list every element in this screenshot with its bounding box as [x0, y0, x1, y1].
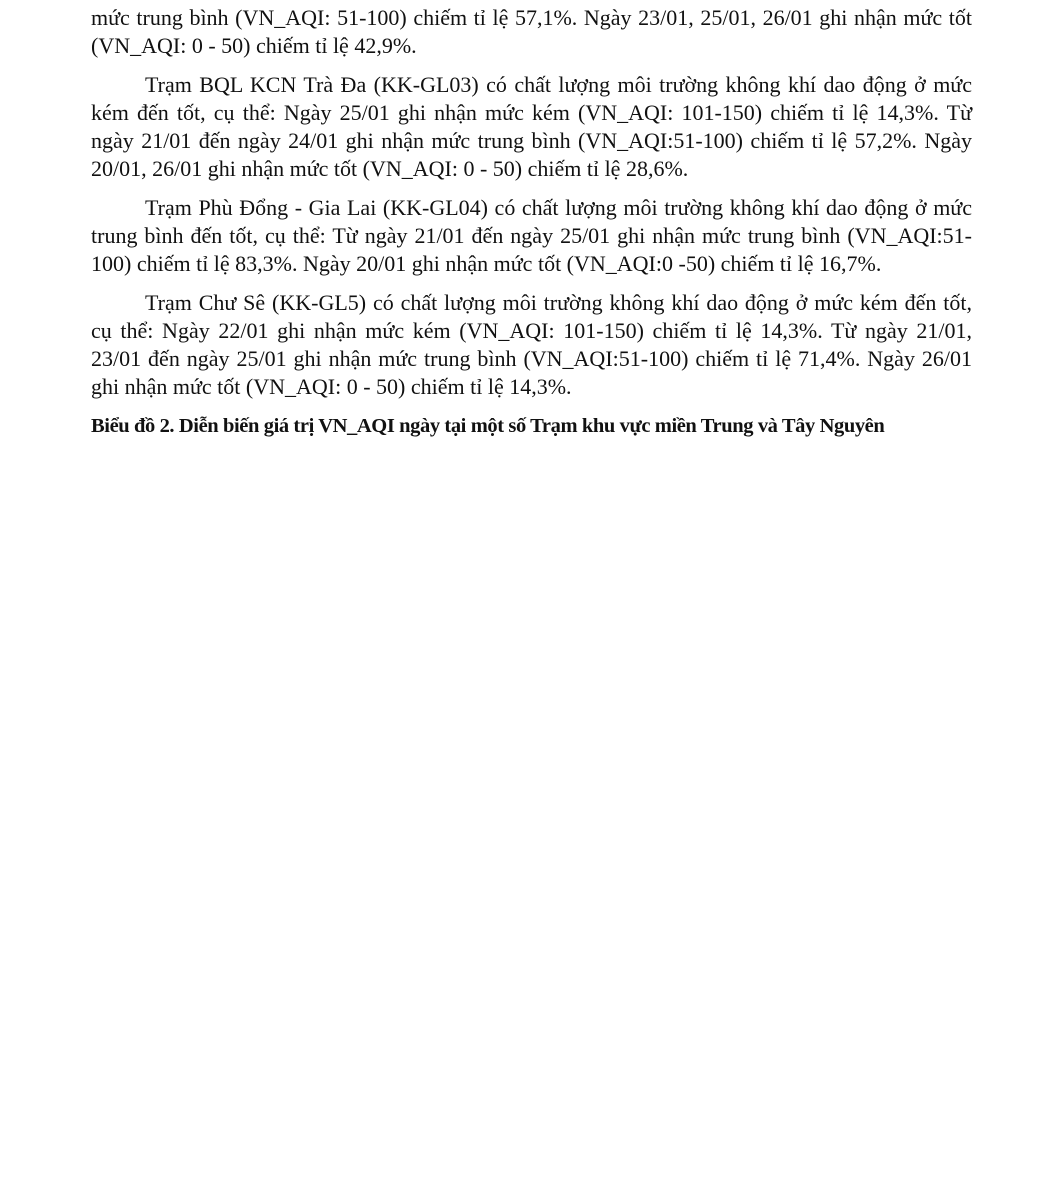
figure-caption: Biểu đồ 2. Diễn biến giá trị VN_AQI ngày tại một số Trạm khu vực miền Trung và Tây Nguyên: [91, 415, 885, 437]
paragraph-continuation: mức trung bình (VN_AQI: 51-100) chiếm tỉ lệ 57,1%. Ngày 23/01, 25/01, 26/01 ghi nhận mức tốt (VN_AQI: 0 - 50) chiếm tỉ lệ 42,9%.: [91, 5, 972, 58]
paragraph-station-kk-gl04: Trạm Phù Đổng - Gia Lai (KK-GL04) có chất lượng môi trường không khí dao động ở mức trung bình đến tốt, cụ thể: Từ ngày 21/01 đến ngày 25/01 ghi nhận mức trung bình (VN_AQI:51-100) chiếm tỉ lệ 83,3%. Ngày 20/01 ghi nhận mức tốt (VN_AQI:0 -50) chiếm tỉ lệ 16,7%.: [91, 195, 972, 276]
paragraph-station-kk-gl03: Trạm BQL KCN Trà Đa (KK-GL03) có chất lượng môi trường không khí dao động ở mức kém đến tốt, cụ thể: Ngày 25/01 ghi nhận mức kém (VN_AQI: 101-150) chiếm tỉ lệ 14,3%. Từ ngày 21/01 đến ngày 24/01 ghi nhận mức trung bình (VN_AQI:51-100) chiếm tỉ lệ 57,2%. Ngày 20/01, 26/01 ghi nhận mức tốt (VN_AQI: 0 - 50) chiếm tỉ lệ 28,6%.: [91, 72, 972, 181]
paragraph-station-kk-gl5: Trạm Chư Sê (KK-GL5) có chất lượng môi trường không khí dao động ở mức kém đến tốt, cụ thể: Ngày 22/01 ghi nhận mức kém (VN_AQI: 101-150) chiếm tỉ lệ 14,3%. Từ ngày 21/01, 23/01 đến ngày 25/01 ghi nhận mức trung bình (VN_AQI:51-100) chiếm tỉ lệ 71,4%. Ngày 26/01 ghi nhận mức tốt (VN_AQI: 0 - 50) chiếm tỉ lệ 14,3%.: [91, 290, 972, 399]
document-page: [91, 4, 972, 440]
